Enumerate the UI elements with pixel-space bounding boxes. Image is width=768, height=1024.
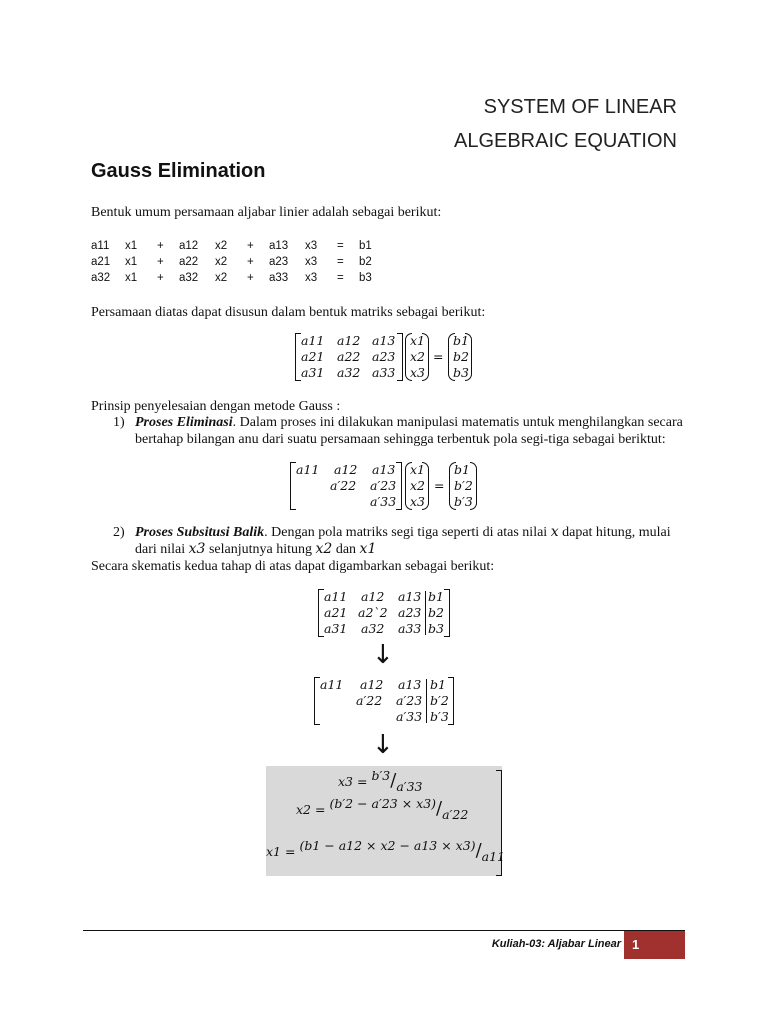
step-2-text-a: . Dengan pola matriks segi tiga seperti di atas nilai [264,525,548,540]
equation-term: + [157,255,164,268]
section-heading: Gauss Elimination [91,160,266,182]
fraction-slash: / [390,770,397,791]
augmented-matrix [318,589,450,637]
equation-term: x3 [305,239,318,252]
matrix-cell: a33 [372,365,396,380]
matrix-cell: a2`2 [358,605,388,620]
equation-row [91,254,395,270]
vector-cell: x3 [410,365,426,380]
document-title-line-1: SYSTEM OF LINEAR [483,96,677,118]
equation-term: x1 [125,271,138,284]
matrix-cell: a33 [398,621,422,636]
x1-denominator: a11 [481,849,505,864]
matrix-cell: b′2 [430,693,449,708]
step-2-line-2-c: dan [335,542,357,557]
matrix-cell: a21 [324,605,348,620]
equation-term: x2 [215,271,228,284]
vector-cell: b1 [454,462,470,477]
equation-term: = [337,239,344,252]
unknown-vector [405,462,429,510]
equation-term: + [247,255,254,268]
matrix-cell: a21 [301,349,325,364]
vector-cell: x2 [410,478,426,493]
equation-row [91,238,395,254]
matrix-cell: a′23 [396,693,423,708]
matrix-cell: a13 [398,677,422,692]
matrix-cell: a′23 [370,478,397,493]
equation-term: = [337,255,344,268]
matrix-cell: a12 [361,589,385,604]
matrix-cell: a11 [296,462,320,477]
matrix-cell: a13 [372,462,396,477]
step-1-number: 1) [113,415,125,430]
vector-cell: x3 [410,494,426,509]
equation-term: a12 [179,239,199,252]
augmented-triangular-matrix [314,677,454,725]
matrix-cell: b1 [428,589,444,604]
equation-term: x1 [125,255,138,268]
matrix-cell: a22 [337,349,361,364]
equation-term: + [247,271,254,284]
x3-lhs: x3 = [338,774,368,789]
math-variable: x3 [188,541,206,557]
vector-cell: x2 [410,349,426,364]
x1-lhs: x1 = [266,844,296,859]
matrix-cell: a′22 [356,693,383,708]
matrix-cell: a′22 [330,478,357,493]
equation-term: a21 [91,255,111,268]
unknown-vector [405,333,429,381]
matrix-cell: a12 [337,333,361,348]
matrix-cell: a12 [334,462,358,477]
matrix-cell: a12 [360,677,384,692]
step-1-text-line-2: bertahap bilangan anu dari suatu persamaan sehingga terbentuk pola segi-tiga sebagai beriktut: [135,432,666,447]
x3-numerator: b′3 [371,768,391,783]
down-arrow-icon: ↓ [372,730,394,760]
matrix-cell: b2 [428,605,444,620]
matrix-cell: a23 [372,349,396,364]
equation-term: b1 [359,239,372,252]
equation-term: x2 [215,239,228,252]
matrix-cell: a32 [361,621,385,636]
equation-system-table [91,238,395,286]
matrix-cell: a13 [372,333,396,348]
matrix-cell: a32 [337,365,361,380]
equation-term: = [337,271,344,284]
math-variable: x2 [315,541,333,557]
equation-term: + [157,239,164,252]
equation-term: b3 [359,271,372,284]
equation-term: + [157,271,164,284]
intro-paragraph: Bentuk umum persamaan aljabar linier adalah sebagai berikut: [91,205,442,220]
triangular-matrix [290,462,402,510]
matrix-cell: b′3 [430,709,449,724]
matrix-cell: a13 [398,589,422,604]
step-2-number: 2) [113,525,125,540]
vector-cell: b2 [453,349,469,364]
augment-divider [425,591,426,635]
down-arrow-icon: ↓ [372,640,394,670]
x3-denominator: a′33 [396,779,423,794]
matrix-cell: a11 [320,677,344,692]
equation-term: a11 [91,239,110,252]
equation-row [91,270,395,286]
vector-cell: b1 [453,333,469,348]
matrix-cell: a23 [398,605,422,620]
step-1-name: Proses Eliminasi [135,415,233,430]
equals-sign: = [434,478,445,493]
x2-numerator: (b′2 − a′23 × x3) [329,796,437,811]
vector-cell: b′3 [454,494,473,509]
equation-term: a32 [179,271,199,284]
constant-vector [449,462,477,510]
vector-cell: x1 [410,333,426,348]
matrix-cell: a′33 [396,709,423,724]
x2-lhs: x2 = [296,802,326,817]
step-2-line-2-b: selanjutnya hitung [208,542,313,557]
vector-cell: b3 [453,365,469,380]
equation-term: + [247,239,254,252]
augment-divider [426,679,427,723]
vector-cell: x1 [410,462,426,477]
vector-cell: b′2 [454,478,473,493]
matrix-cell: a31 [301,365,325,380]
step-1-text-line-1: . Dalam proses ini dilakukan manipulasi matematis untuk menghilangkan secara [232,415,683,430]
matrix-cell: a′33 [370,494,397,509]
step-2-text [135,524,681,541]
equation-term: a32 [91,271,111,284]
math-variable: x [550,524,559,540]
step-1-text [135,414,681,431]
matrix-intro-paragraph: Persamaan diatas dapat disusun dalam bentuk matriks sebagai berikut: [91,305,486,320]
x2-solution [296,796,469,822]
equation-term: a22 [179,255,199,268]
step-2-text-b: dapat hitung, mulai [562,525,671,540]
scheme-intro-paragraph: Secara skematis kedua tahap di atas dapat digambarkan sebagai berikut: [91,559,495,574]
math-variable: x1 [359,541,377,557]
equation-term: b2 [359,255,372,268]
equation-term: x3 [305,271,318,284]
equation-term: x3 [305,255,318,268]
equation-term: x1 [125,239,138,252]
equals-sign: = [433,349,444,364]
fraction-slash: / [475,840,482,861]
equation-term: x2 [215,255,228,268]
matrix-cell: b3 [428,621,444,636]
page-number: 1 [624,931,685,959]
coefficient-matrix [295,333,403,381]
document-title-line-2: ALGEBRAIC EQUATION [453,130,677,152]
step-2-name: Proses Subsitusi Balik [135,525,265,540]
equation-term: a23 [269,255,289,268]
x1-numerator: (b1 − a12 × x2 − a13 × x3) [299,838,476,853]
matrix-cell: a11 [324,589,348,604]
x2-denominator: a′22 [442,807,469,822]
principle-paragraph: Prinsip penyelesaian dengan metode Gauss : [91,399,341,414]
constant-vector [448,333,472,381]
footer-course-label: Kuliah-03: Aljabar Linear [491,938,621,950]
footer-divider [83,930,685,931]
equation-term: a13 [269,239,289,252]
matrix-cell: b1 [430,677,446,692]
matrix-cell: a11 [301,333,325,348]
x3-solution [338,768,423,794]
x1-solution [266,838,505,864]
fraction-slash: / [436,798,443,819]
matrix-cell: a31 [324,621,348,636]
equation-term: a33 [269,271,289,284]
step-2-text-line-2 [135,541,376,558]
step-2-line-2-a: dari nilai [135,542,186,557]
